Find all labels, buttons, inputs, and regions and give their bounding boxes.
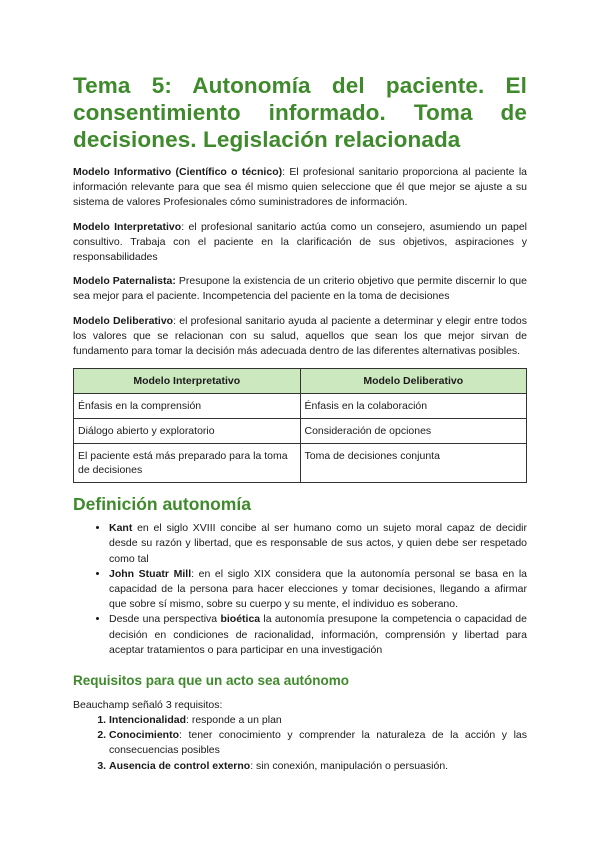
section-heading-autonomia: Definición autonomía bbox=[73, 494, 251, 515]
table-header-deliberativo: Modelo Deliberativo bbox=[300, 369, 527, 394]
model-paragraph-deliberativo: Modelo Deliberativo: el profesional sanitario ayuda al paciente a determinar y elegir entre todos los valores que se relacionan con su salud, aquellos que sean los que mejor sirvan de fundamento para tomar la decisión más adecuada dentro de las diferentes alternativas posibles. bbox=[73, 314, 527, 358]
autonomy-bullet-list bbox=[73, 521, 527, 658]
model-description: Presupone la existencia de un criterio objetivo que permite discernir lo que sea mejor para el paciente. Incompetencia del paciente en la toma de decisiones bbox=[73, 275, 527, 303]
model-term: Modelo Deliberativo bbox=[73, 314, 174, 327]
model-description: El profesional sanitario proporciona al paciente la información relevante para que sea él mismo quien seleccione que él que mejor se ajuste a su sistema de valores Profesionales cómo suministradores de información. bbox=[73, 166, 527, 209]
table-row bbox=[74, 419, 527, 444]
subsection-heading-requisitos: Requisitos para que un acto sea autónomo bbox=[73, 673, 350, 689]
table-row bbox=[74, 444, 527, 483]
table-header-row bbox=[74, 369, 527, 394]
model-paragraph-paternalista bbox=[73, 274, 527, 304]
table-header-interpretativo: Modelo Interpretativo bbox=[74, 369, 301, 394]
model-term: Modelo Informativo (Científico o técnico) bbox=[73, 166, 283, 178]
list-item: 2. Conocimiento: tener conocimiento y comprender la naturaleza de la acción y las consecuencias posibles bbox=[109, 728, 527, 758]
model-paragraph-interpretativo: Modelo Interpretativo: el profesional sanitario actúa como un consejero, asumiendo un papel consultivo. Trabaja con el paciente en la clarificación de sus objetivos, aspiraciones y responsabilidades bbox=[73, 220, 527, 264]
model-term: Modelo Interpretativo bbox=[73, 220, 182, 233]
table-cell: Énfasis en la comprensión bbox=[74, 394, 301, 419]
table-cell: Diálogo abierto y exploratorio bbox=[74, 419, 301, 444]
table-cell: Énfasis en la colaboración bbox=[300, 394, 527, 419]
table-cell: Consideración de opciones bbox=[300, 419, 527, 444]
comparison-table bbox=[73, 368, 527, 483]
list-item: 1. Intencionalidad: responde a un plan bbox=[109, 713, 527, 728]
model-paragraph-informativo: Modelo Informativo (Científico o técnico): El profesional sanitario proporciona al paciente la información relevante para que sea él mismo quien seleccione que él que mejor se ajuste a su sistema de valores Profesionales cómo suministradores de información. bbox=[73, 166, 527, 209]
model-description: el profesional sanitario actúa como un consejero, asumiendo un papel consultivo. Trabaja con el paciente en la clarificación de sus objetivos, aspiraciones y responsabilidades bbox=[73, 220, 527, 264]
list-item: • Kant en el siglo XVIII concibe al ser humano como un sujeto moral capaz de decidir desde su razón y libertad, que es responsable de sus actos, y quien debe ser respetado como tal bbox=[109, 521, 527, 567]
table-row bbox=[74, 394, 527, 419]
requirements-intro: Beauchamp señaló 3 requisitos: bbox=[73, 699, 223, 712]
list-item: • Desde una perspectiva bioética la autonomía presupone la competencia o capacidad de decisión en condiciones de racionalidad, información, comprensión y libertad para aceptar tratamientos o para participar en una investigación bbox=[109, 612, 527, 658]
list-item: • John Stuatr Mill: en el siglo XIX considera que la autonomía personal se basa en la capacidad de la persona para hacer elecciones y tomar decisiones, llegando a afirmar que sobre sí mismo, sobre su cuerpo y su mente, el individuo es soberano. bbox=[109, 567, 527, 613]
table-cell: El paciente está más preparado para la toma de decisiones bbox=[74, 444, 301, 483]
document-title: Tema 5: Autonomía del paciente. El consentimiento informado. Toma de decisiones. Legislación relacionada bbox=[73, 73, 527, 152]
requirements-list bbox=[73, 713, 527, 774]
model-term: Modelo Paternalista: bbox=[73, 275, 176, 288]
model-description: el profesional sanitario ayuda al paciente a determinar y elegir entre todos los valores que se relacionan con su salud, aquellos que sean los que mejor sirvan de fundamento para tomar la decisión más adecuada dentro de las diferentes alternativas posibles. bbox=[73, 314, 527, 358]
table-cell: Toma de decisiones conjunta bbox=[300, 444, 527, 483]
list-item: 3. Ausencia de control externo: sin conexión, manipulación o persuasión. bbox=[109, 759, 527, 774]
